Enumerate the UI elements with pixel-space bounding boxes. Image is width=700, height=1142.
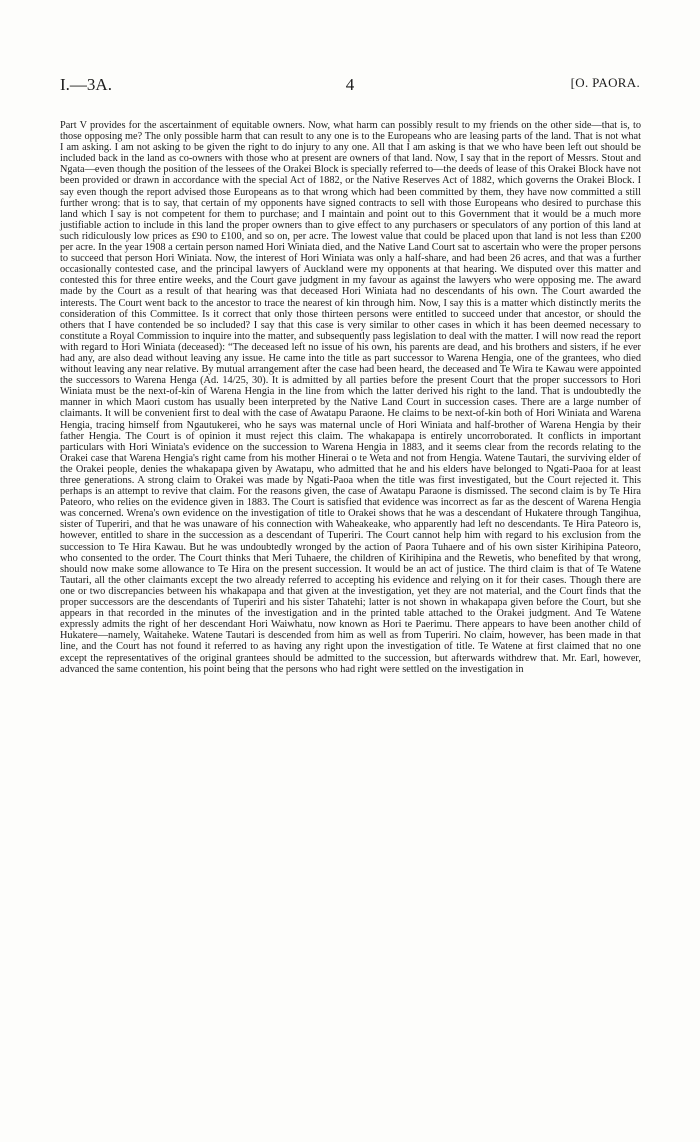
body-paragraph: Part V provides for the ascertainment of equitable owners. Now, what harm can possibly result to my friends on the other side—that is, to those opposing me? The only possible harm that can result to any one is to the Europeans who are leasing parts of the land. That is not what I am asking. I am not asking to be given the right to do injury to any one. All that I am asking is that we who have been left out should be included back in the land as co-owners with those who at present are owners of that land. Now, I say that in the report of Messrs. Stout and Ngata—even though the position of the lessees of the Orakei Block is specially referred to—the deeds of lease of this Orakei Block have not been provided or drawn in accordance with the special Act of 1882, or the Native Reserves Act of 1882, which governs the Orakei Block. I say even though the report advised those Europeans as to that wrong which had been committed by them, they have now committed a still further wrong: that is to say, that certain of my opponents have signed contracts to sell with those Europeans who desired to purchase this land which I say is not competent for them to purchase; and I maintain and point out to this Government that it would be a much more justifiable action to include in this land the proper owners than to give effect to any purchasers or speculators of any portion of this land at such ridiculously low prices as £90 to £100, and so on, per acre. The lowest value that could be placed upon that land is not less than £200 per acre. In the year 1908 a certain person named Hori Winiata died, and the Native Land Court sat to ascertain who were the proper persons to succeed that person Hori Winiata. Now, the interest of Hori Winiata was only a half-share, and had been 26 acres, and that was a further occasionally contested case, and the principal lawyers of Auckland were my opponents at that hearing. We disputed over this matter and contested this for three entire weeks, and the Court gave judgment in my favour as against the lawyers who were opposing me. The award made by the Court as a result of that hearing was that deceased Hori Winiata had no descendants of his own. The Court awarded the interests. The Court went back to the ancestor to trace the nearest of kin through him. Now, I say this is a matter which distinctly merits the consideration of this Committee. Is it correct that only those thirteen persons were entitled to succeed under that ancestor, or should the others that I have contended be so included? I say that this case is very similar to other cases in which it has been deemed necessary to constitute a Royal Commission to inquire into the matter, and subsequently pass legislation to deal with the matter. I will now read the report with regard to Hori Winiata (deceased): “The deceased left no issue of his own, his parents are dead, and his brothers and sisters, if he ever had any, are also dead without leaving any issue. He came into the title as part successor to Warena Hengia, one of the grantees, who died without leaving any near relative. By mutual arrangement after the case had been heard, the deceased and Te Wira te Kawau were appointed the successors to Warena Henga (Ad. 14/25, 30). It is admitted by all parties before the present Court that the proper successors to Hori Winiata must be the next-of-kin of Warena Hengia in the line from which the latter derived his right to the land. That is undoubtedly the manner in which Maori custom has usually been interpreted by the Native Land Court in succession cases. There are a large number of claimants. It will be convenient first to deal with the case of Awatapu Paraone. He claims to be next-of-kin both of Hori Winiata and Warena Hengia, tracing himself from Ngautukerei, who he says was maternal uncle of Hori Winiata and half-brother of Warena Hengia by their father Hengia. The Court is of opinion it must reject this claim. The whakapapa is entirely uncorroborated. It conflicts in important particulars with Hori Winiata's evidence on the succession to Warena Hengia in 1883, and it seems clear from the records relating to the Orakei case that Warena Hengia's right came from his mother Hinerai o te Weta and not from Hengia. Watene Tautari, the surviving elder of the Orakei people, denies the whakapapa given by Awatapu, who admitted that he and his elders have belonged to Ngati-Paoa for at least three generations. A strong claim to Orakei was made by Ngati-Paoa when the title was first investigated, but the Court rejected it. This perhaps is an attempt to revive that claim. For the reasons given, the case of Awatapu Paraone is dismissed. The second claim is by Te Hira Pateoro, who relies on the evidence given in 1883. The Court is satisfied that evidence was incorrect as far as the descent of Warena Hengia was concerned. Wrena's own evidence on the investigation of title to Orakei shows that he was a descendant of Hukatere through Tangihua, sister of Tuperiri, and that he was unaware of his connection with Waheakeake, who apparently had left no descendants. Te Hira Pateoro is, however, entitled to share in the succession as a descendant of Tuperiri. The Court cannot help him with regard to his exclusion from the succession to Te Hira Kawau. But he was undoubtedly wronged by the action of Paora Tuhaere and of his own sister Kirihipina Pateoro, who consented to the order. The Court thinks that Meri Tuhaere, the children of Kirihipina and the Rewetis, who benefited by that wrong, should now make some allowance to Te Hira on the present succession. It would be an act of justice. The third claim is that of Te Watene Tautari, all the other claimants except the two already referred to accepting his evidence and relying on it for their cases. Though there are one or two discrepancies between his whakapapa and that given at the investigation, yet they are not material, and the Court finds that the proper successors are the descendants of Tuperiri and his sister Tahatehi; latter is not shown in whakapapa given before the Court, but she appears in that recorded in the minutes of the investigation and in the printed table attached to the Orakei judgment. And Te Watene expressly admits the right of her descendant Hori Waiwhatu, now known as Hori te Paerimu. There appears to have been another child of Hukatere—namely, Waitaheke. Watene Tautari is descended from him as well as from Tuperiri. No claim, however, has been made in that line, and the Court has not found it referred to as having any right upon the investigation of title. Te Watene at first claimed that no one except the representatives of the original grantees should be admitted to the succession, but afterwards withdrew that. Mr. Earl, however, advanced the same contention, his point being that the persons who had right were settled on the investigation in (60, 120, 641, 675)
page-header (60, 75, 640, 99)
page-number: 4 (345, 75, 355, 94)
speaker-reference: [O. PAORA. (570, 75, 640, 90)
document-reference: I.—3A. (60, 75, 112, 94)
